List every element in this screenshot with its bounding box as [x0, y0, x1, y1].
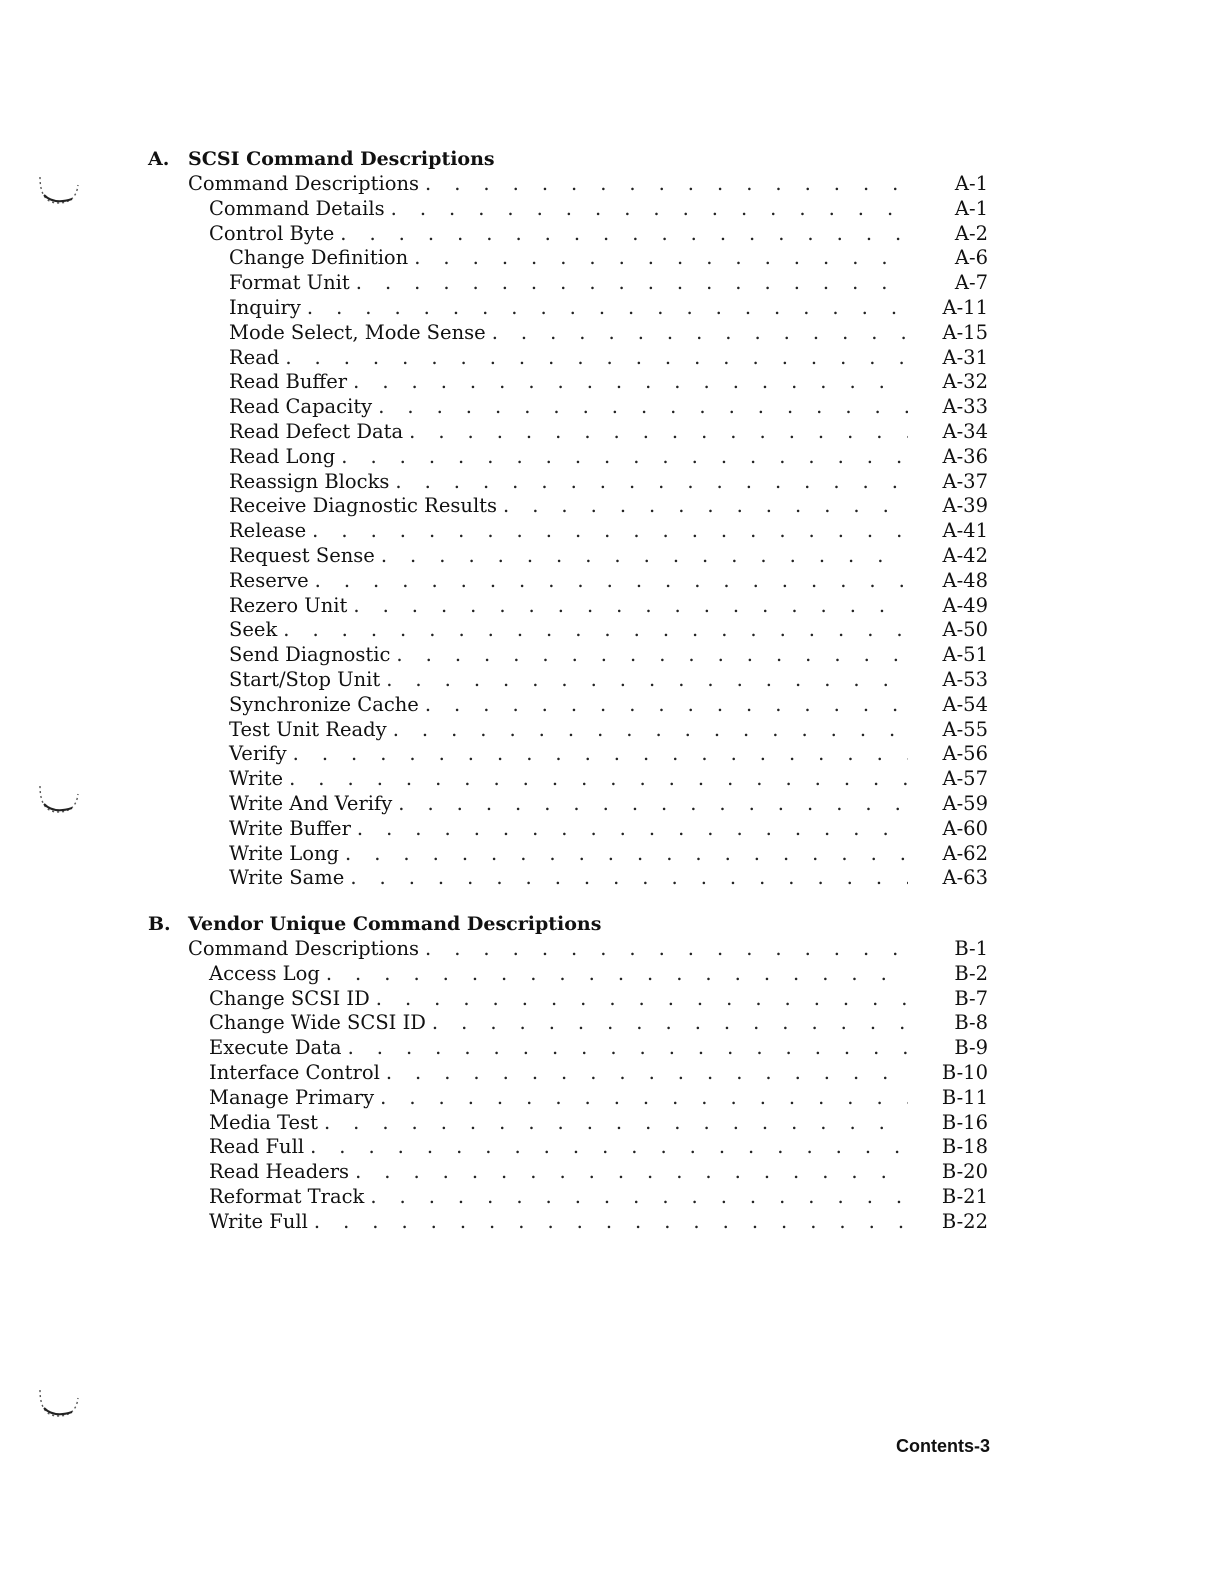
toc-entry-page: A-53 — [942, 667, 988, 691]
toc-entry-list — [148, 937, 998, 1235]
toc-entry-label: Command Descriptions — [188, 937, 420, 960]
toc-entry[interactable] — [148, 519, 998, 544]
toc-entry[interactable] — [148, 346, 998, 371]
binder-hole-mark — [36, 774, 80, 818]
toc-entry[interactable] — [148, 962, 998, 987]
toc-entry-page: A-15 — [942, 320, 988, 344]
toc-entry-label: Media Test — [209, 1110, 318, 1134]
section-letter: A. — [148, 148, 170, 170]
section-heading — [148, 911, 998, 937]
toc-entry-label: Format Unit — [229, 271, 350, 295]
toc-entry[interactable] — [148, 1011, 998, 1036]
dot-leader — [376, 987, 908, 1012]
toc-entry-page: A-54 — [942, 692, 988, 716]
toc-entry[interactable] — [148, 395, 998, 420]
toc-entry-page: A-63 — [942, 866, 988, 890]
dot-leader — [391, 197, 908, 222]
toc-entry[interactable] — [148, 767, 998, 792]
dot-leader — [353, 594, 908, 619]
toc-entry-page: B-8 — [954, 1011, 988, 1035]
dot-leader — [340, 222, 908, 247]
binder-hole-mark — [36, 1378, 80, 1422]
toc-entry-page: A-57 — [942, 767, 988, 791]
toc-entry-page: A-1 — [954, 172, 988, 195]
toc-entry[interactable] — [148, 544, 998, 569]
toc-entry-page: A-60 — [942, 816, 988, 840]
toc-entry-label: Test Unit Ready — [229, 717, 387, 741]
toc-entry[interactable] — [148, 1061, 998, 1086]
dot-leader — [414, 246, 908, 271]
dot-leader — [357, 817, 908, 842]
toc-entry-page: B-2 — [954, 961, 988, 985]
dot-leader — [503, 494, 908, 519]
toc-entry-page: A-62 — [942, 841, 988, 865]
dot-leader — [307, 296, 908, 321]
toc-entry-label: Reassign Blocks — [229, 469, 390, 493]
toc-entry[interactable] — [148, 271, 998, 296]
dot-leader — [398, 792, 908, 817]
toc-entry-list — [148, 172, 998, 891]
toc-entry-page: A-11 — [942, 295, 988, 319]
toc-entry-label: Receive Diagnostic Results — [229, 494, 498, 518]
toc-entry[interactable] — [148, 718, 998, 743]
toc-entry[interactable] — [148, 1160, 998, 1185]
toc-entry-label: Read — [229, 345, 280, 369]
toc-entry-label: Seek — [229, 618, 278, 642]
dot-leader — [396, 643, 908, 668]
toc-entry-page: A-7 — [954, 271, 988, 295]
toc-entry-label: Interface Control — [209, 1060, 380, 1084]
toc-entry-page: A-49 — [942, 593, 988, 617]
toc-entry-page: A-6 — [954, 246, 988, 270]
toc-entry[interactable] — [148, 1036, 998, 1061]
toc-entry-page: B-1 — [954, 937, 988, 960]
toc-entry-page: A-59 — [942, 791, 988, 815]
section-heading — [148, 146, 998, 172]
section-title[interactable]: Vendor Unique Command Descriptions — [188, 913, 602, 935]
dot-leader — [355, 1160, 908, 1185]
toc-entry-label: Write Same — [229, 866, 345, 890]
toc-entry[interactable] — [148, 1086, 998, 1111]
toc-entry-page: A-51 — [942, 643, 988, 667]
toc-entry-page: A-32 — [942, 370, 988, 394]
dot-leader — [381, 544, 908, 569]
toc-entry-label: Send Diagnostic — [229, 643, 391, 667]
dot-leader — [409, 420, 908, 445]
binder-hole-mark — [36, 165, 80, 209]
toc-entry-page: B-11 — [941, 1085, 988, 1109]
toc-section-b — [148, 911, 998, 1235]
section-title[interactable]: SCSI Command Descriptions — [188, 148, 495, 170]
toc-entry-label: Reformat Track — [209, 1184, 365, 1208]
toc-entry[interactable] — [148, 569, 998, 594]
toc-entry-label: Read Defect Data — [229, 419, 404, 443]
toc-entry-label: Write Full — [209, 1209, 308, 1233]
toc-entry-label: Command Descriptions — [188, 172, 420, 195]
dot-leader — [326, 962, 908, 987]
dot-leader — [380, 1086, 908, 1111]
toc-section-a — [148, 146, 998, 891]
toc-entry[interactable] — [148, 420, 998, 445]
dot-leader — [293, 742, 908, 767]
toc-entry-label: Request Sense — [229, 543, 375, 567]
dot-leader — [324, 1111, 908, 1136]
dot-leader — [492, 321, 908, 346]
dot-leader — [395, 470, 908, 495]
toc-entry[interactable] — [148, 1135, 998, 1160]
toc-entry[interactable] — [148, 618, 998, 643]
toc-entry-page: A-37 — [942, 469, 988, 493]
toc-entry-label: Read Headers — [209, 1160, 350, 1184]
toc-entry-label: Inquiry — [229, 295, 301, 319]
toc-entry-page: A-39 — [942, 494, 988, 518]
toc-entry[interactable] — [148, 445, 998, 470]
dot-leader — [393, 718, 908, 743]
toc-entry-label: Manage Primary — [209, 1085, 375, 1109]
toc-entry-label: Read Long — [229, 444, 336, 468]
toc-entry-page: B-20 — [941, 1160, 988, 1184]
toc-entry-label: Write And Verify — [229, 791, 393, 815]
toc-entry-page: B-10 — [941, 1060, 988, 1084]
dot-leader — [370, 1185, 908, 1210]
toc-entry[interactable] — [148, 494, 998, 519]
toc-entry-label: Write Buffer — [229, 816, 351, 840]
toc-entry-page: A-55 — [942, 717, 988, 741]
toc-entry-label: Read Buffer — [229, 370, 348, 394]
dot-leader — [345, 842, 908, 867]
toc-entry-label: Change Wide SCSI ID — [209, 1011, 426, 1035]
dot-leader — [386, 1061, 908, 1086]
toc-entry[interactable] — [148, 197, 998, 222]
toc-entry-page: B-9 — [954, 1036, 988, 1060]
toc-entry-page: A-34 — [942, 419, 988, 443]
dot-leader — [432, 1011, 908, 1036]
dot-leader — [315, 569, 908, 594]
dot-leader — [289, 767, 908, 792]
toc-entry[interactable] — [148, 742, 998, 767]
toc-entry-page: A-42 — [942, 543, 988, 567]
toc-entry[interactable] — [148, 246, 998, 271]
toc-entry-page: A-56 — [942, 742, 988, 766]
dot-leader — [425, 693, 908, 718]
dot-leader — [341, 445, 908, 470]
toc-entry[interactable] — [148, 842, 998, 867]
toc-entry-label: Synchronize Cache — [229, 692, 419, 716]
toc-entry-label: Release — [229, 519, 307, 543]
toc-entry[interactable] — [148, 594, 998, 619]
toc-entry[interactable] — [148, 987, 998, 1012]
toc-entry[interactable] — [148, 370, 998, 395]
toc-entry-label: Access Log — [209, 961, 320, 985]
dot-leader — [310, 1135, 908, 1160]
toc-entry[interactable] — [148, 817, 998, 842]
toc-entry-page: B-7 — [954, 986, 988, 1010]
toc-entry-label: Read Full — [209, 1135, 305, 1159]
section-letter: B. — [148, 913, 171, 935]
dot-leader — [353, 370, 908, 395]
toc-entry-label: Write Long — [229, 841, 340, 865]
toc-entry-label: Reserve — [229, 568, 309, 592]
dot-leader — [348, 1036, 908, 1061]
dot-leader — [378, 395, 908, 420]
toc-entry[interactable] — [148, 321, 998, 346]
toc-entry[interactable] — [148, 792, 998, 817]
dot-leader — [356, 271, 908, 296]
toc-entry[interactable] — [148, 1210, 998, 1235]
toc-entry-page: B-21 — [941, 1184, 988, 1208]
toc-entry-page: A-50 — [942, 618, 988, 642]
toc-entry-page: A-33 — [942, 395, 988, 419]
toc-entry-page: B-18 — [941, 1135, 988, 1159]
dot-leader — [350, 866, 908, 891]
dot-leader — [425, 172, 908, 197]
dot-leader — [312, 519, 908, 544]
dot-leader — [285, 346, 908, 371]
toc-entry[interactable] — [148, 470, 998, 495]
toc-entry[interactable] — [148, 1111, 998, 1136]
toc-entry-label: Verify — [229, 742, 287, 766]
dot-leader — [283, 618, 908, 643]
toc-entry-page: A-48 — [942, 568, 988, 592]
toc-entry-page: A-1 — [954, 196, 988, 220]
dot-leader — [386, 668, 908, 693]
toc-entry[interactable] — [148, 668, 998, 693]
toc-entry-page: B-16 — [941, 1110, 988, 1134]
toc-entry[interactable] — [148, 866, 998, 891]
toc-entry[interactable] — [148, 643, 998, 668]
toc-entry-label: Mode Select, Mode Sense — [229, 320, 486, 344]
toc-entry-label: Rezero Unit — [229, 593, 348, 617]
toc-entry-label: Change SCSI ID — [209, 986, 370, 1010]
toc-entry-page: A-31 — [942, 345, 988, 369]
dot-leader — [425, 937, 908, 962]
toc-entry-label: Start/Stop Unit — [229, 667, 381, 691]
toc-entry-page: A-41 — [942, 519, 988, 543]
toc-entry[interactable] — [148, 222, 998, 247]
toc-entry-label: Control Byte — [209, 221, 335, 245]
toc-entry[interactable] — [148, 296, 998, 321]
toc-entry[interactable] — [148, 693, 998, 718]
toc-entry-label: Execute Data — [209, 1036, 342, 1060]
toc-entry-label: Read Capacity — [229, 395, 373, 419]
toc-entry-label: Change Definition — [229, 246, 409, 270]
page-number-footer: Contents-3 — [896, 1436, 990, 1456]
toc-entry-page: A-36 — [942, 444, 988, 468]
toc-entry-page: B-22 — [941, 1209, 988, 1233]
toc-entry[interactable] — [148, 172, 998, 197]
toc-entry-label: Command Details — [209, 196, 385, 220]
toc-entry[interactable] — [148, 1185, 998, 1210]
toc-entry-label: Write — [229, 767, 284, 791]
dot-leader — [314, 1210, 908, 1235]
toc-entry[interactable] — [148, 937, 998, 962]
toc-entry-page: A-2 — [954, 221, 988, 245]
